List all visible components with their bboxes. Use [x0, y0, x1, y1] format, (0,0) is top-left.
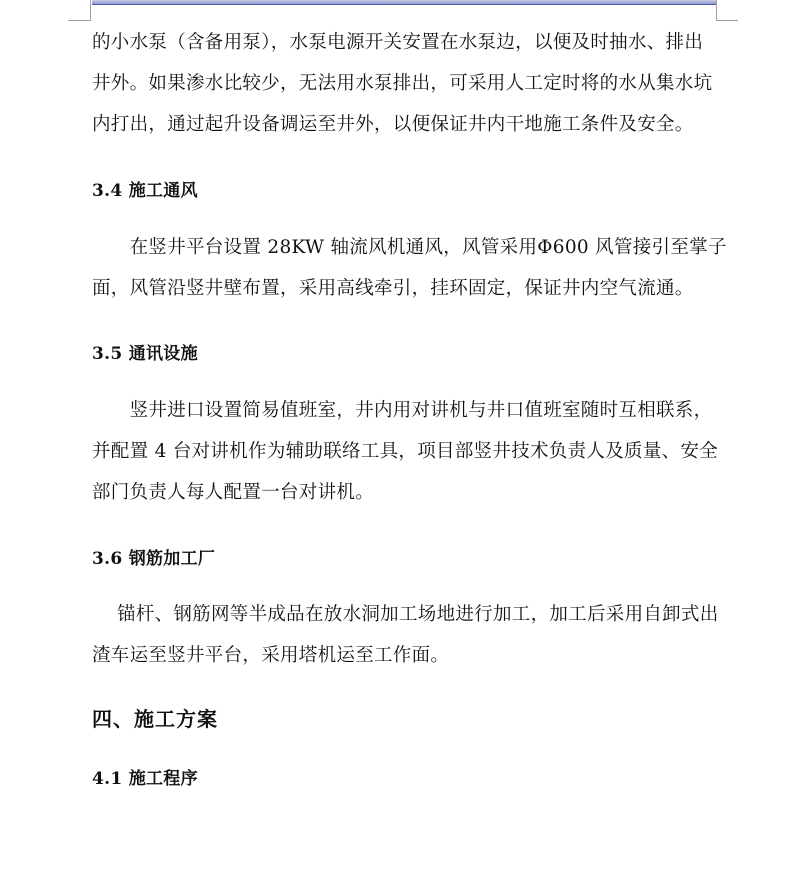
crop-mark-top-right-vertical: [716, 0, 717, 21]
text-line: 在竖井平台设置 28KW 轴流风机通风，风管采用Φ600 风管接引至掌子: [92, 237, 727, 258]
heading-4-1: 4.1 施工程序: [92, 769, 198, 789]
text-line: 并配置 4 台对讲机作为辅助联络工具，项目部竖井技术负责人及质量、安全: [92, 441, 719, 462]
text-line: 面，风管沿竖井壁布置，采用高线牵引，挂环固定，保证井内空气流通。: [92, 278, 694, 299]
text-line: 锚杆、钢筋网等半成品在放水洞加工场地进行加工，加工后采用自卸式出: [92, 604, 719, 625]
paragraph-ventilation: [92, 227, 727, 309]
page-header-line: [92, 4, 716, 5]
paragraph-communication: [92, 390, 722, 513]
crop-mark-top-left-vertical: [90, 0, 91, 21]
text-line: 井外。如果渗水比较少，无法用水泵排出，可采用人工定时将的水从集水坑: [92, 73, 713, 94]
heading-3-4: 3.4 施工通风: [92, 181, 198, 201]
heading-3-6: 3.6 钢筋加工厂: [92, 549, 216, 569]
heading-chapter-4: 四、施工方案: [92, 707, 218, 731]
text-line: 内打出，通过起升设备调运至井外，以便保证井内干地施工条件及安全。: [92, 114, 694, 135]
crop-mark-top-right: [716, 20, 738, 21]
text-line: 竖井进口设置简易值班室，井内用对讲机与井口值班室随时互相联系，: [92, 400, 713, 421]
text-line: 的小水泵（含备用泵），水泵电源开关安置在水泵边，以便及时抽水、排出: [92, 32, 704, 53]
crop-mark-top-left: [68, 20, 90, 21]
paragraph-drainage: [92, 22, 722, 145]
text-line: 渣车运至竖井平台，采用塔机运至工作面。: [92, 645, 450, 666]
text-line: 部门负责人每人配置一台对讲机。: [92, 482, 375, 503]
heading-3-5: 3.5 通讯设施: [92, 344, 198, 364]
paragraph-rebar-workshop: [92, 594, 722, 676]
